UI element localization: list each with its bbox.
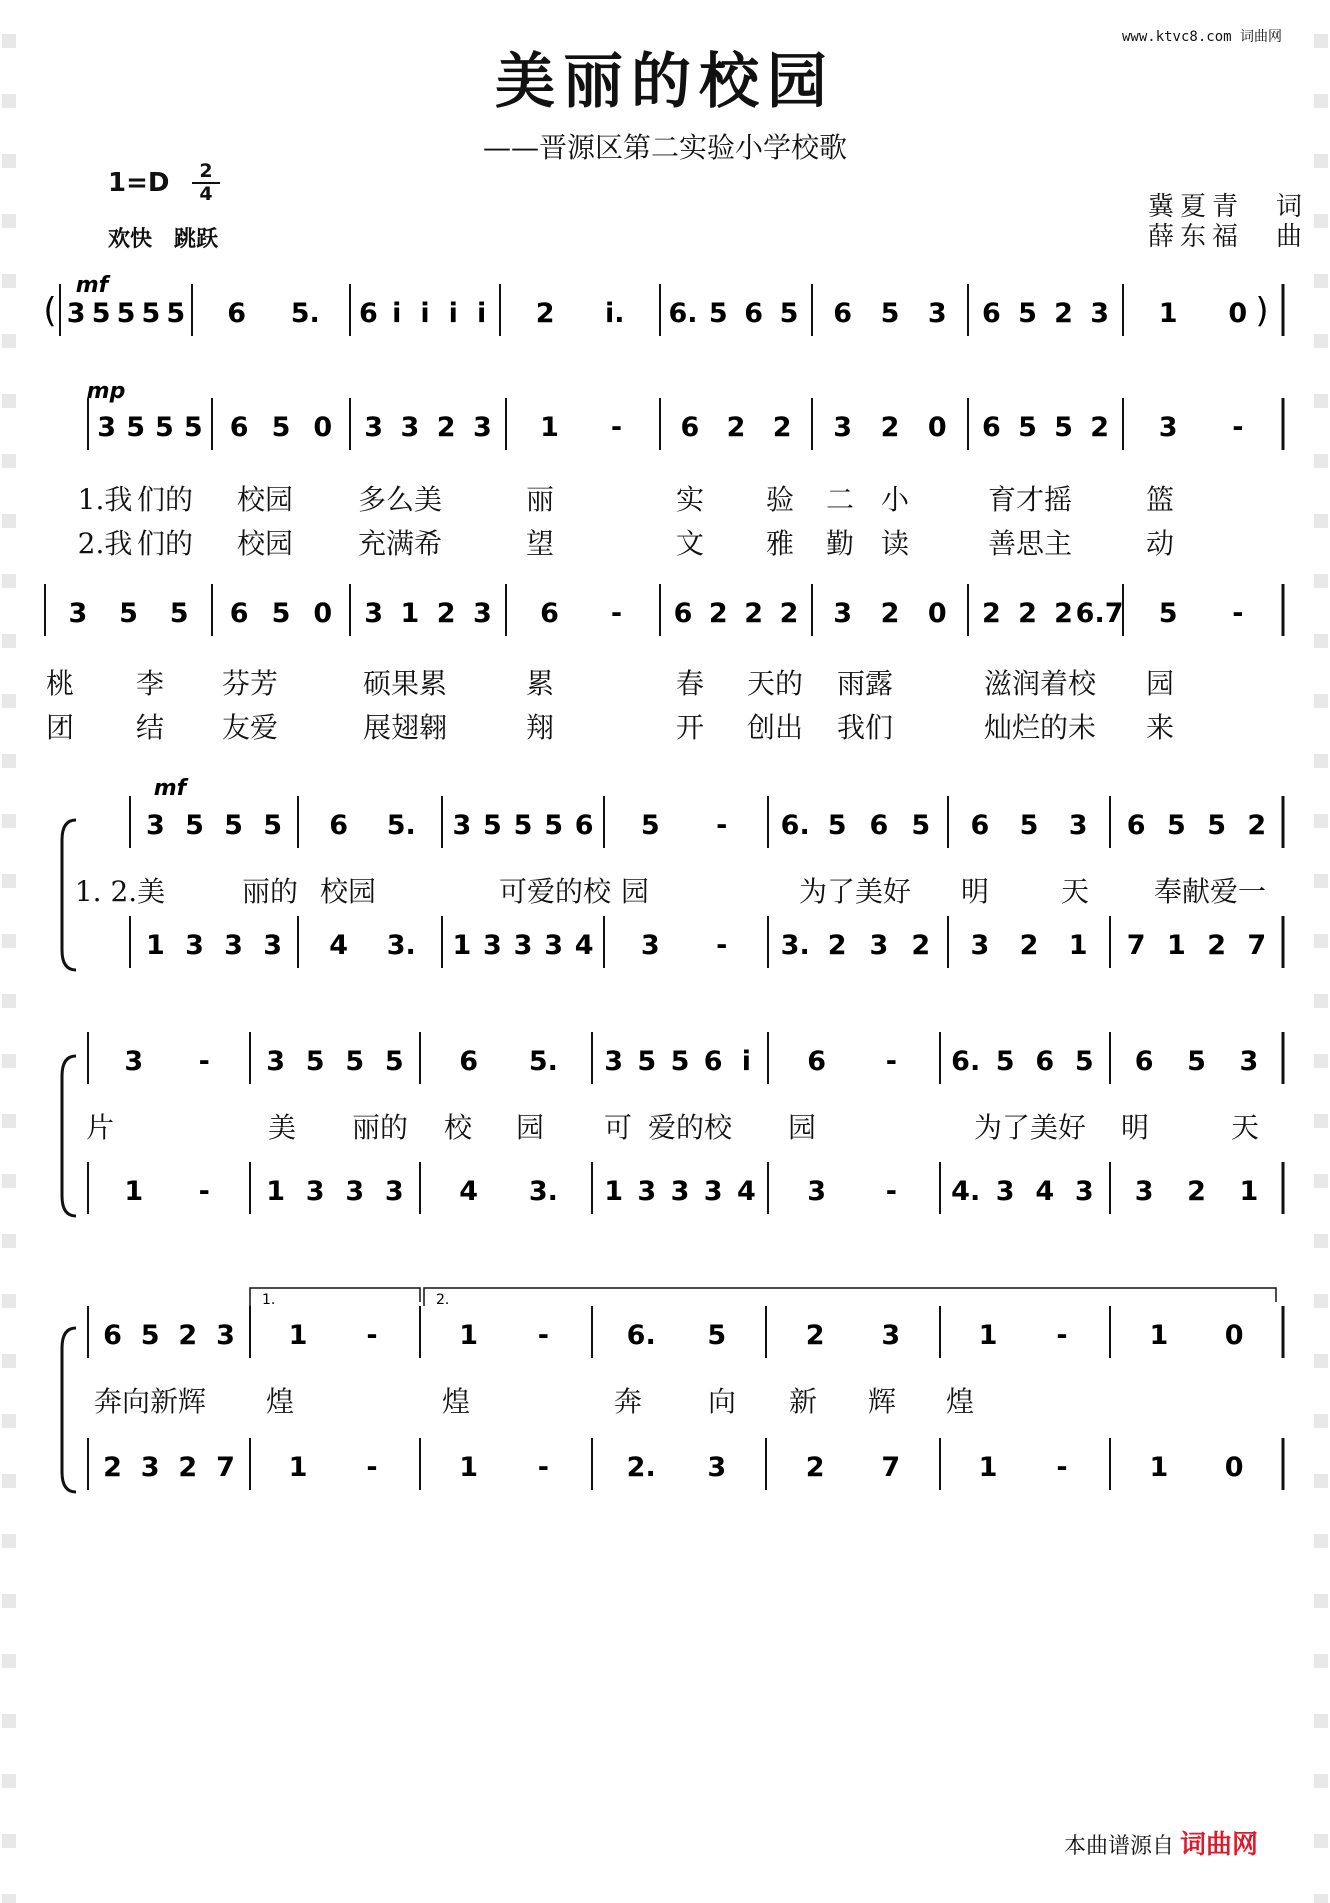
- row3-note: 5: [1158, 598, 1178, 629]
- row6-lower-note: 1: [1149, 1452, 1169, 1483]
- row6-lower-note: 2: [805, 1452, 825, 1483]
- row5-note: 5: [305, 1046, 325, 1077]
- lyric-word: 煌: [265, 1385, 295, 1418]
- row3-note: -: [1232, 598, 1244, 629]
- lyric-word: 开: [675, 711, 705, 744]
- row2-note: 6: [229, 412, 249, 443]
- row5-lower-note: -: [885, 1176, 898, 1207]
- row4-note: 6: [869, 810, 889, 841]
- row6-lower-note: 2.: [626, 1452, 656, 1483]
- row4-note: 5: [513, 810, 533, 841]
- row4-lower-note: 1: [146, 930, 165, 961]
- row6-note: 3: [881, 1320, 901, 1351]
- row5-note: 5: [1074, 1046, 1094, 1077]
- row2-note: 5: [155, 412, 174, 443]
- row1-note: 1: [1158, 298, 1178, 329]
- row3-note: 6: [540, 598, 559, 629]
- row3-note: 2: [436, 598, 456, 629]
- row3-note: 2: [779, 598, 799, 629]
- row3-note: 3: [473, 598, 492, 629]
- row4-lower-note: 1: [1068, 930, 1088, 961]
- row4-lower-note: 4: [329, 930, 349, 961]
- row5-note: 3: [266, 1046, 286, 1077]
- row6-lower-note: 0: [1224, 1452, 1244, 1483]
- row6-lower-note: 7: [881, 1452, 901, 1483]
- row1-note: 5: [166, 298, 186, 329]
- row5-lower-note: 3.: [528, 1176, 558, 1207]
- row4-note: 5: [483, 810, 502, 841]
- lyric-word: 多么美: [357, 483, 443, 516]
- row4-note: 6: [1126, 810, 1146, 841]
- lyric-word: 向: [707, 1385, 737, 1418]
- lyricist-credit: 冀夏青 词: [1148, 192, 1309, 222]
- row6-note: 2: [178, 1320, 198, 1351]
- lyric-word: 丽: [525, 483, 555, 516]
- row2-note: 3: [97, 412, 117, 443]
- lyric-word: 1.我: [77, 483, 133, 516]
- row4-lower-note: 7: [1126, 930, 1146, 961]
- row6-note: -: [537, 1320, 550, 1351]
- dynamic-mark: mf: [75, 273, 109, 298]
- row5-note: i: [741, 1046, 752, 1077]
- row4-lower-note: 3.: [386, 930, 416, 961]
- lyric-word: 读: [880, 527, 910, 560]
- lyric-word: 明: [960, 875, 990, 908]
- row6-lower-note: -: [1056, 1452, 1068, 1483]
- lyric-word: 校园: [236, 527, 294, 560]
- row5-lower-note: 1: [604, 1176, 623, 1207]
- row3-note: 2: [1018, 598, 1037, 629]
- lyric-word: 桃: [45, 667, 75, 700]
- row2-note: 5: [271, 412, 291, 443]
- lyric-word: 片: [85, 1111, 115, 1144]
- row1-note: 5: [708, 298, 728, 329]
- song-title: 美丽的校园: [495, 47, 835, 117]
- row5-lower-note: 3: [305, 1176, 325, 1207]
- lyric-word: 天: [1230, 1111, 1260, 1144]
- row2-note: 3: [473, 412, 492, 443]
- row1-note: i: [476, 298, 487, 329]
- volta-2-bracket: [424, 1288, 1276, 1306]
- row6-lower-note: 1: [978, 1452, 998, 1483]
- lyric-word: 春: [675, 667, 705, 700]
- row5-lower-note: 3: [995, 1176, 1015, 1207]
- lyric-word: 1. 2.美: [74, 875, 166, 908]
- row3-note: 1: [400, 598, 420, 629]
- row5-lower-note: 3: [384, 1176, 404, 1207]
- row3-note: 6: [229, 598, 249, 629]
- lyric-word: 校: [443, 1111, 473, 1144]
- row1-note: 6: [359, 298, 378, 329]
- row2-note: 5: [1054, 412, 1073, 443]
- row5-lower-note: 4: [459, 1176, 478, 1207]
- lyric-word: 奉献爱一: [1153, 875, 1267, 908]
- footer-brand: 词曲网: [1179, 1830, 1258, 1860]
- row6-note: 6.: [626, 1320, 656, 1351]
- lyric-word: 雨露: [836, 667, 894, 700]
- row4-note: 5: [263, 810, 282, 841]
- row4-note: 2: [1247, 810, 1267, 841]
- lyric-word: 实: [675, 483, 705, 516]
- volta-1-label: 1.: [262, 1292, 276, 1308]
- row5-lower-note: 1: [266, 1176, 286, 1207]
- row4-lower-note: -: [716, 930, 728, 961]
- row2-note: 2: [772, 412, 792, 443]
- lyric-word: 园: [620, 875, 650, 908]
- lyric-word: 二: [825, 483, 855, 516]
- row4-lower-note: 3: [869, 930, 889, 961]
- source-footer: [1064, 1824, 1258, 1861]
- row1-note: 5: [880, 298, 900, 329]
- lyric-word: 李: [135, 667, 165, 700]
- song-subtitle: ——晋源区第二实验小学校歌: [482, 131, 847, 164]
- row4-note: 6.: [780, 810, 810, 841]
- row5-lower-note: 3: [637, 1176, 657, 1207]
- row5-note: -: [198, 1046, 210, 1077]
- lyric-word: 2.我: [77, 527, 133, 560]
- lyric-word: 为了美好: [973, 1111, 1087, 1144]
- row5-note: 3: [124, 1046, 144, 1077]
- lyric-word: 结: [135, 711, 165, 744]
- row6-note: 1: [288, 1320, 308, 1351]
- lyric-word: 篮: [1145, 483, 1175, 516]
- row3-note: 6.7: [1075, 598, 1124, 629]
- row1-note: 6: [744, 298, 764, 329]
- row4-note: 5: [185, 810, 204, 841]
- lyric-word: 望: [525, 527, 555, 560]
- row1-note: 2: [535, 298, 555, 329]
- row1-note: i: [392, 298, 402, 329]
- composer-credit: 薛东福 曲: [1148, 222, 1309, 252]
- row5-lower-note: 3: [1134, 1176, 1154, 1207]
- volta-1-bracket: [250, 1288, 420, 1306]
- row5-note: 6: [1134, 1046, 1154, 1077]
- row5-note: 6: [459, 1046, 478, 1077]
- row6-note: 5: [707, 1320, 727, 1351]
- row5-note: 5: [995, 1046, 1015, 1077]
- lyric-word: 友爱: [221, 711, 279, 744]
- row2-note: 2: [880, 412, 900, 443]
- row2-note: 3: [364, 412, 383, 443]
- row4-note: 5: [640, 810, 660, 841]
- row5-note: 5: [384, 1046, 404, 1077]
- row1-note: 3: [1090, 298, 1109, 329]
- row1-note: i: [448, 298, 458, 329]
- row5-lower-note: 2: [1187, 1176, 1206, 1207]
- volta-2-label: 2.: [436, 1292, 450, 1308]
- row4-note: 6: [970, 810, 990, 841]
- row3-note: 0: [313, 598, 333, 629]
- row2-note: 5: [126, 412, 145, 443]
- row4-lower-note: 2: [1207, 930, 1226, 961]
- row5-lower-note: 3: [703, 1176, 723, 1207]
- row3-note: 0: [927, 598, 947, 629]
- row1-note: i.: [605, 298, 625, 329]
- footer-label: 本曲谱源自: [1063, 1834, 1174, 1859]
- system-bracket: [62, 1328, 76, 1492]
- row4-note: 3: [146, 810, 165, 841]
- row1-note: i: [420, 298, 430, 329]
- row4-note: 5.: [386, 810, 416, 841]
- row4-lower-note: 2: [1019, 930, 1039, 961]
- row5-note: 5: [670, 1046, 690, 1077]
- row1-note: 6: [227, 298, 247, 329]
- intro-open-paren: (: [43, 291, 57, 331]
- row4-lower-note: 4: [574, 930, 594, 961]
- row6-note: 6: [103, 1320, 122, 1351]
- row6-lower-note: 1: [459, 1452, 478, 1483]
- row2-note: 3: [833, 412, 853, 443]
- lyric-word: 丽的: [351, 1111, 409, 1144]
- lyric-word: 雅: [765, 527, 795, 560]
- lyric-word: 美: [267, 1111, 297, 1144]
- lyric-word: 可爱的校: [498, 875, 612, 908]
- lyric-word: 来: [1145, 711, 1175, 744]
- row4-note: 5: [911, 810, 931, 841]
- row6-lower-note: 1: [288, 1452, 308, 1483]
- row1-note: 5: [116, 298, 136, 329]
- lyric-word: 园: [515, 1111, 545, 1144]
- row5-lower-note: 3: [807, 1176, 826, 1207]
- row6-note: -: [366, 1320, 378, 1351]
- row5-lower-note: -: [198, 1176, 210, 1207]
- row3-note: 2: [708, 598, 728, 629]
- intro-close-paren: ): [1255, 291, 1269, 331]
- row4-note: -: [716, 810, 728, 841]
- row5-note: 6: [1035, 1046, 1055, 1077]
- row3-note: 5: [271, 598, 291, 629]
- lyric-word: 们的: [136, 483, 194, 516]
- row4-note: 5: [224, 810, 243, 841]
- lyric-word: 园: [787, 1111, 817, 1144]
- row5-note: 3: [604, 1046, 623, 1077]
- row2-note: 1: [540, 412, 559, 443]
- lyric-word: 奔向新辉: [93, 1385, 207, 1418]
- row2-note: -: [1232, 412, 1244, 443]
- row6-lower-note: -: [537, 1452, 550, 1483]
- row5-note: 5: [345, 1046, 365, 1077]
- row6-lower-note: 7: [216, 1452, 235, 1483]
- lyric-word: 奔: [613, 1385, 643, 1418]
- row3-note: 5: [119, 598, 138, 629]
- row2-note: -: [610, 412, 623, 443]
- lyric-word: 我们: [836, 711, 894, 744]
- row5-lower-note: 4: [1035, 1176, 1055, 1207]
- row6-lower-note: 3: [140, 1452, 160, 1483]
- lyric-word: 团: [45, 711, 75, 744]
- row2-note: 2: [726, 412, 746, 443]
- row5-lower-note: 3: [345, 1176, 365, 1207]
- lyric-word: 爱的校: [647, 1111, 733, 1144]
- row6-note: 2: [805, 1320, 825, 1351]
- lyric-word: 累: [525, 667, 555, 700]
- row2-note: 2: [1090, 412, 1109, 443]
- row6-note: 1: [459, 1320, 478, 1351]
- row4-lower-note: 3: [970, 930, 990, 961]
- row5-note: 3: [1239, 1046, 1259, 1077]
- row4-note: 6: [329, 810, 349, 841]
- row5-note: 5.: [528, 1046, 558, 1077]
- row2-note: 6: [982, 412, 1001, 443]
- lyric-word: 天的: [746, 667, 804, 700]
- row6-note: -: [1056, 1320, 1068, 1351]
- row4-lower-note: 7: [1247, 930, 1267, 961]
- time-top: 2: [199, 160, 213, 182]
- lyric-word: 为了美好: [798, 875, 912, 908]
- row4-lower-note: 3: [640, 930, 660, 961]
- row5-lower-note: 1: [1239, 1176, 1259, 1207]
- lyric-word: 芬芳: [221, 667, 279, 700]
- row5-note: 6: [703, 1046, 723, 1077]
- row4-lower-note: 2: [911, 930, 931, 961]
- row4-lower-note: 3: [544, 930, 563, 961]
- lyric-word: 们的: [136, 527, 194, 560]
- row3-note: 2: [1054, 598, 1073, 629]
- lyric-word: 丽的: [241, 875, 299, 908]
- lyric-word: 验: [765, 483, 795, 516]
- row3-note: 3: [68, 598, 88, 629]
- row2-note: 3: [400, 412, 420, 443]
- lyric-word: 充满希: [357, 527, 443, 560]
- lyric-word: 园: [1145, 667, 1175, 700]
- row3-note: 5: [169, 598, 189, 629]
- row4-lower-note: 3: [513, 930, 533, 961]
- row4-lower-note: 3.: [780, 930, 810, 961]
- lyric-word: 可: [603, 1111, 633, 1144]
- row4-lower-note: 3: [185, 930, 204, 961]
- lyric-word: 校园: [236, 483, 294, 516]
- row2-note: 2: [436, 412, 456, 443]
- row1-note: 5.: [290, 298, 320, 329]
- row3-note: 3: [833, 598, 853, 629]
- row6-note: 0: [1224, 1320, 1244, 1351]
- lyric-word: 灿烂的未: [983, 711, 1097, 744]
- site-watermark: www.ktvc8.com 词曲网: [1121, 29, 1282, 45]
- row4-lower-note: 3: [483, 930, 502, 961]
- tempo-marking: 欢快 跳跃: [108, 227, 219, 252]
- row4-note: 6: [574, 810, 594, 841]
- row3-note: 2: [982, 598, 1001, 629]
- row4-note: 3: [1068, 810, 1088, 841]
- time-bottom: 4: [199, 183, 213, 205]
- row5-lower-note: 3: [1074, 1176, 1094, 1207]
- row1-note: 0: [1228, 298, 1248, 329]
- row4-lower-note: 2: [827, 930, 847, 961]
- row6-lower-note: 2: [103, 1452, 122, 1483]
- row5-lower-note: 4.: [951, 1176, 981, 1207]
- dynamic-mark: mf: [153, 776, 187, 801]
- row4-lower-note: 3: [224, 930, 243, 961]
- row6-note: 1: [1149, 1320, 1169, 1351]
- lyric-word: 辉: [867, 1385, 897, 1418]
- row5-note: 5: [637, 1046, 657, 1077]
- row2-note: 0: [313, 412, 333, 443]
- row4-lower-note: 1: [1167, 930, 1186, 961]
- row3-note: 6: [673, 598, 693, 629]
- row4-note: 5: [1019, 810, 1039, 841]
- row2-note: 3: [1158, 412, 1178, 443]
- lyric-word: 煌: [441, 1385, 471, 1418]
- row2-note: 5: [183, 412, 203, 443]
- row4-note: 3: [452, 810, 472, 841]
- lyric-word: 硕果累: [362, 667, 448, 700]
- row6-lower-note: 3: [707, 1452, 727, 1483]
- row3-note: -: [610, 598, 623, 629]
- row1-note: 5: [91, 298, 111, 329]
- row1-note: 2: [1054, 298, 1073, 329]
- row5-note: -: [885, 1046, 898, 1077]
- system-bracket: [62, 1056, 76, 1216]
- dynamic-mark: mp: [86, 379, 126, 404]
- row6-lower-note: 2: [178, 1452, 198, 1483]
- row3-note: 2: [880, 598, 900, 629]
- row6-note: 1: [978, 1320, 998, 1351]
- row5-note: 6.: [951, 1046, 981, 1077]
- row1-note: 6.: [668, 298, 698, 329]
- row2-note: 0: [927, 412, 947, 443]
- row4-lower-note: 3: [263, 930, 282, 961]
- row1-note: 5: [779, 298, 799, 329]
- row3-note: 3: [364, 598, 383, 629]
- lyric-word: 创出: [746, 711, 804, 744]
- row4-note: 5: [544, 810, 563, 841]
- row1-note: 6: [982, 298, 1001, 329]
- row2-note: 5: [1018, 412, 1037, 443]
- lyric-word: 明: [1120, 1111, 1150, 1144]
- row4-note: 5: [1207, 810, 1226, 841]
- row1-note: 5: [141, 298, 161, 329]
- lyric-word: 新: [788, 1385, 818, 1418]
- row1-note: 5: [1018, 298, 1037, 329]
- row4-note: 5: [827, 810, 847, 841]
- row4-note: 5: [1167, 810, 1186, 841]
- row6-lower-note: -: [366, 1452, 378, 1483]
- row2-note: 6: [680, 412, 700, 443]
- lyric-word: 勤: [825, 527, 855, 560]
- lyric-word: 校园: [319, 875, 377, 908]
- lyric-word: 展翅翱: [362, 711, 448, 744]
- row5-note: 5: [1187, 1046, 1206, 1077]
- row6-note: 5: [140, 1320, 160, 1351]
- row5-lower-note: 4: [737, 1176, 756, 1207]
- row5-lower-note: 3: [670, 1176, 690, 1207]
- lyric-word: 动: [1145, 527, 1175, 560]
- lyric-word: 育才摇: [987, 483, 1073, 516]
- row5-note: 6: [807, 1046, 826, 1077]
- row1-note: 3: [66, 298, 86, 329]
- key-signature: 1=D: [108, 168, 170, 198]
- row6-note: 3: [216, 1320, 235, 1351]
- row5-lower-note: 1: [124, 1176, 144, 1207]
- lyric-word: 天: [1060, 875, 1090, 908]
- lyric-word: 小: [880, 483, 910, 516]
- lyric-word: 文: [675, 527, 705, 560]
- row1-note: 6: [833, 298, 853, 329]
- lyric-word: 煌: [945, 1385, 975, 1418]
- row3-note: 2: [744, 598, 764, 629]
- lyric-word: 翔: [525, 711, 555, 744]
- row1-note: 3: [927, 298, 947, 329]
- row4-lower-note: 1: [452, 930, 472, 961]
- lyric-word: 善思主: [987, 527, 1073, 560]
- lyric-word: 滋润着校: [983, 667, 1097, 700]
